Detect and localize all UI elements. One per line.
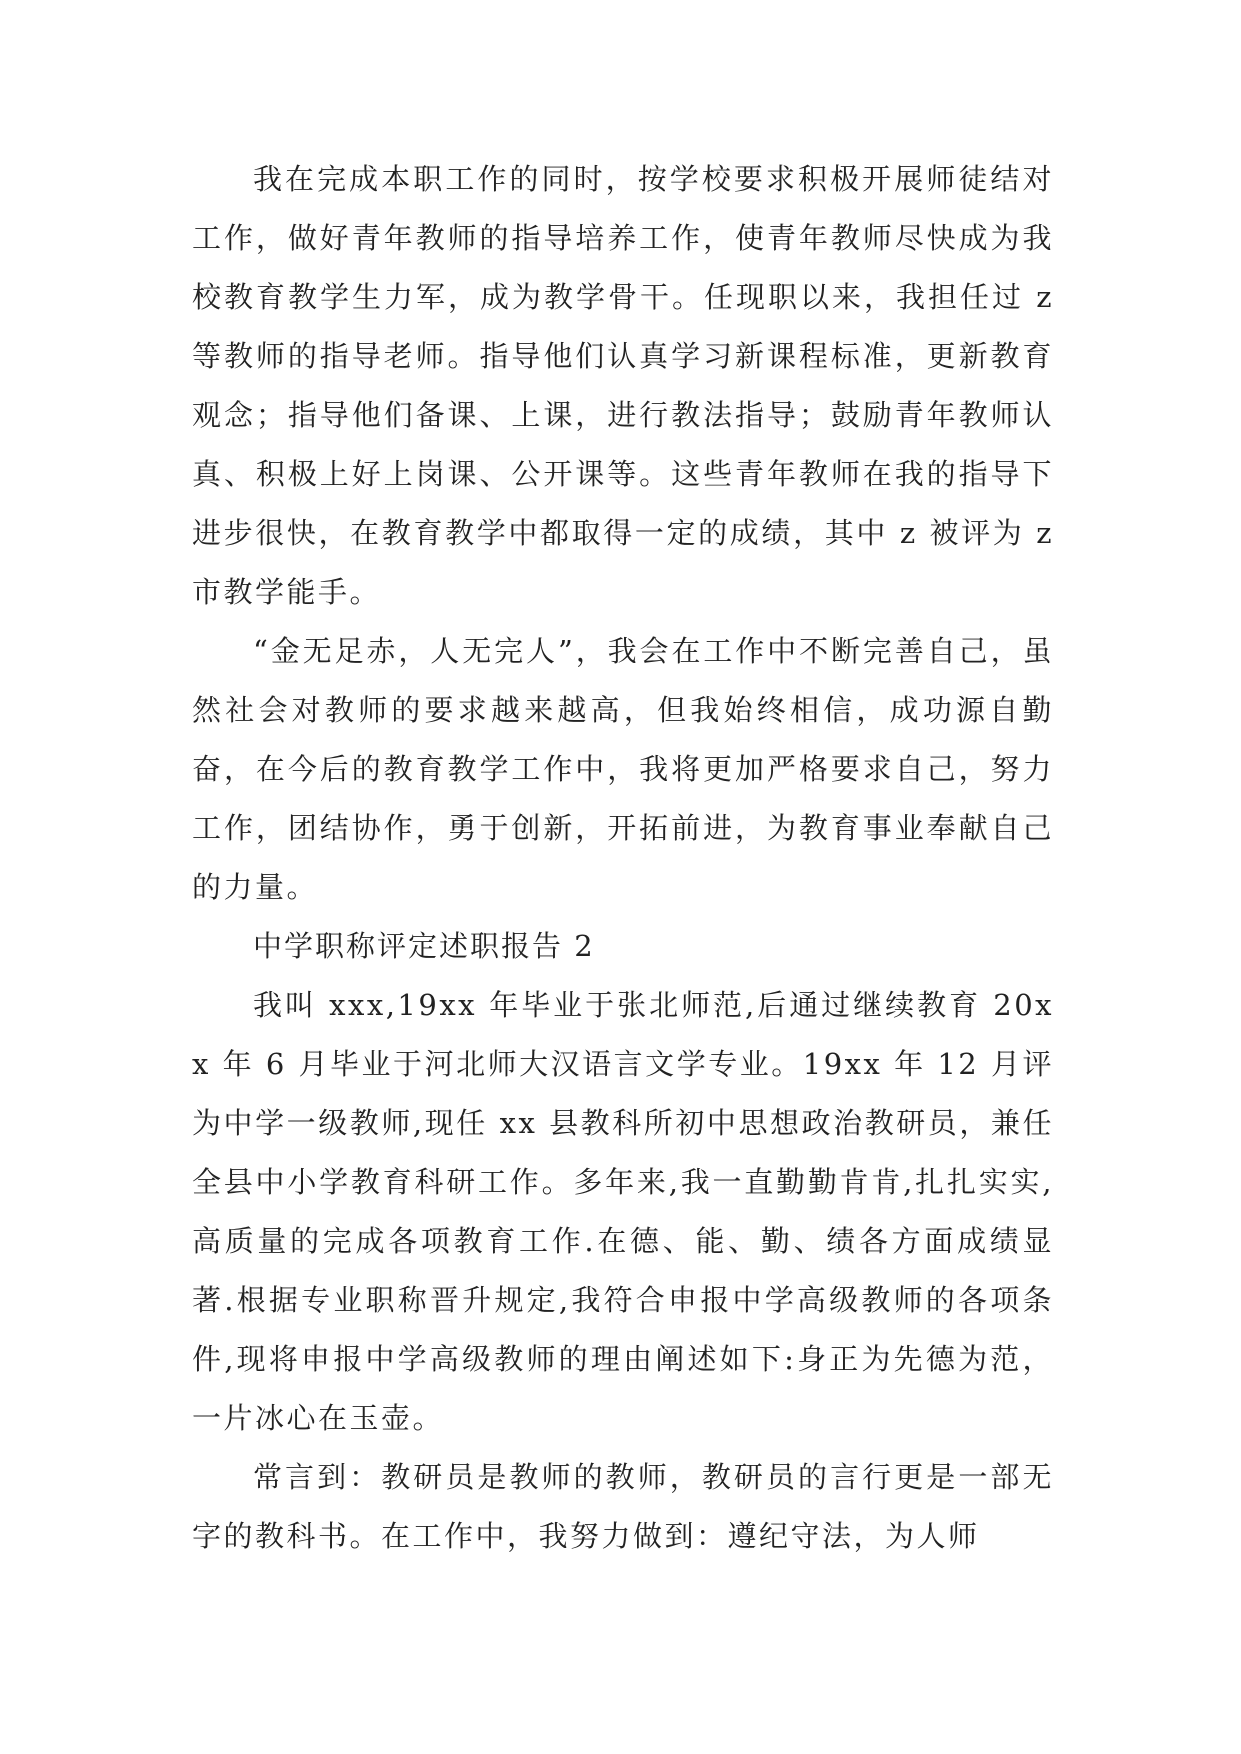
paragraph-teaching-research: 常言到：教研员是教师的教师，教研员的言行更是一部无字的教科书。在工作中，我努力做到：遵纪守法，为人师: [192, 1460, 1054, 1553]
paragraph-self-improvement: “金无足赤，人无完人”，我会在工作中不断完善自己，虽然社会对教师的要求越来越高，但我始终相信，成功源自勤奋，在今后的教育教学工作中，我将更加严格要求自己，努力工作，团结协作，勇于创新，开拓前进，为教育事业奉献自己的力量。: [192, 634, 1054, 904]
paragraph-mentoring: 我在完成本职工作的同时，按学校要求积极开展师徒结对工作，做好青年教师的指导培养工作，使青年教师尽快成为我校教育教学生力军，成为教学骨干。任现职以来，我担任过 z 等教师的指导老师。指导他们认真学习新课程标准，更新教育观念；指导他们备课、上课，进行教法指导；鼓励青年教师认真、积极上好上岗课、公开课等。这些青年教师在我的指导下进步很快，在教育教学中都取得一定的成绩，其中 z 被评为 z 市教学能手。: [192, 162, 1054, 609]
paragraph-background: 我叫 xxx,19xx 年毕业于张北师范,后通过继续教育 20xx 年 6 月毕业于河北师大汉语言文学专业。19xx 年 12 月评为中学一级教师,现任 xx 县教科所初中思想政治教研员，兼任全县中小学教育科研工作。多年来,我一直勤勤肯肯,扎扎实实,高质量的完成各项教育工作.在德、能、勤、绩各方面成绩显著.根据专业职称晋升规定,我符合申报中学高级教师的各项条件,现将申报中学高级教师的理由阐述如下:身正为先德为范，一片冰心在玉壶。: [192, 988, 1054, 1435]
document-body: [192, 150, 1054, 1566]
section-heading: 中学职称评定述职报告 2: [253, 929, 595, 963]
